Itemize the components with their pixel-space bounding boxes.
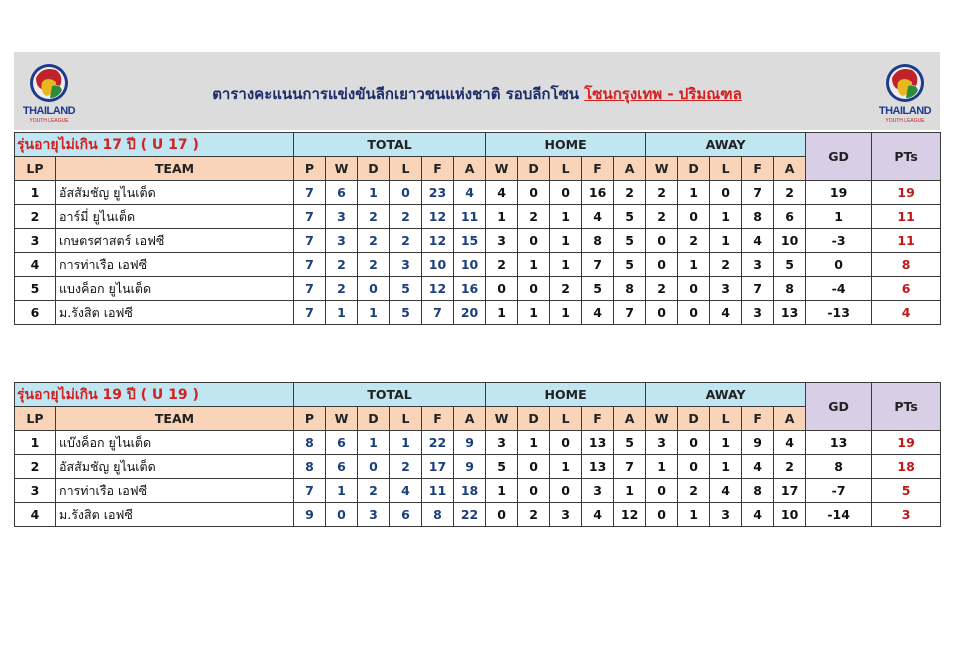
- home-col-header: L: [550, 407, 582, 431]
- home-col-header: F: [582, 407, 614, 431]
- total-stat-cell: 2: [358, 479, 390, 503]
- away-stat-cell: 1: [678, 503, 710, 527]
- away-stat-cell: 2: [678, 229, 710, 253]
- away-col-header: W: [646, 407, 678, 431]
- away-stat-cell: 4: [742, 229, 774, 253]
- total-stat-cell: 2: [326, 253, 358, 277]
- position-cell: 1: [15, 431, 56, 455]
- total-stat-cell: 7: [294, 181, 326, 205]
- total-stat-cell: 10: [454, 253, 486, 277]
- total-stat-cell: 1: [326, 301, 358, 325]
- table-row: [15, 479, 941, 503]
- total-stat-cell: 6: [390, 503, 422, 527]
- position-cell: 3: [15, 479, 56, 503]
- total-stat-cell: 1: [358, 301, 390, 325]
- total-header: TOTAL: [294, 133, 486, 157]
- away-stat-cell: 2: [646, 277, 678, 301]
- gd-header: GD: [806, 383, 872, 431]
- home-stat-cell: 3: [550, 503, 582, 527]
- away-stat-cell: 3: [742, 253, 774, 277]
- position-header: LP: [15, 407, 56, 431]
- title-zone: โซนกรุงเทพ - ปริมณฑล: [584, 85, 742, 103]
- away-stat-cell: 2: [646, 181, 678, 205]
- page-header: [14, 52, 940, 130]
- away-stat-cell: 1: [710, 205, 742, 229]
- away-col-header: D: [678, 157, 710, 181]
- position-cell: 2: [15, 455, 56, 479]
- total-col-header: A: [454, 407, 486, 431]
- home-col-header: L: [550, 157, 582, 181]
- away-stat-cell: 9: [742, 431, 774, 455]
- total-stat-cell: 0: [390, 181, 422, 205]
- home-stat-cell: 3: [582, 479, 614, 503]
- total-stat-cell: 6: [326, 431, 358, 455]
- logo-text: THAILAND: [22, 105, 76, 117]
- home-stat-cell: 4: [486, 181, 518, 205]
- home-stat-cell: 4: [582, 301, 614, 325]
- team-name-cell: ม.รังสิต เอฟซี: [56, 301, 294, 325]
- home-stat-cell: 12: [614, 503, 646, 527]
- total-stat-cell: 9: [294, 503, 326, 527]
- total-stat-cell: 7: [422, 301, 454, 325]
- away-stat-cell: 10: [774, 229, 806, 253]
- total-header: TOTAL: [294, 383, 486, 407]
- away-stat-cell: 0: [646, 253, 678, 277]
- total-stat-cell: 9: [454, 431, 486, 455]
- goal-difference-cell: -3: [806, 229, 872, 253]
- away-stat-cell: 8: [774, 277, 806, 301]
- away-stat-cell: 3: [742, 301, 774, 325]
- away-stat-cell: 0: [678, 431, 710, 455]
- away-stat-cell: 7: [742, 181, 774, 205]
- total-stat-cell: 16: [454, 277, 486, 301]
- gd-header: GD: [806, 133, 872, 181]
- total-stat-cell: 2: [326, 277, 358, 301]
- away-stat-cell: 2: [646, 205, 678, 229]
- home-stat-cell: 3: [486, 431, 518, 455]
- total-stat-cell: 11: [454, 205, 486, 229]
- team-name-cell: การท่าเรือ เอฟซี: [56, 253, 294, 277]
- total-stat-cell: 12: [422, 229, 454, 253]
- away-stat-cell: 0: [646, 301, 678, 325]
- goal-difference-cell: -4: [806, 277, 872, 301]
- away-stat-cell: 2: [774, 181, 806, 205]
- group-header-row: [15, 383, 941, 407]
- position-cell: 2: [15, 205, 56, 229]
- goal-difference-cell: 13: [806, 431, 872, 455]
- total-stat-cell: 22: [422, 431, 454, 455]
- home-col-header: D: [518, 407, 550, 431]
- away-stat-cell: 5: [774, 253, 806, 277]
- team-header: TEAM: [56, 157, 294, 181]
- home-stat-cell: 0: [518, 229, 550, 253]
- points-header: PTs: [872, 133, 941, 181]
- total-stat-cell: 22: [454, 503, 486, 527]
- home-stat-cell: 1: [518, 253, 550, 277]
- away-col-header: A: [774, 407, 806, 431]
- total-col-header: W: [326, 407, 358, 431]
- total-stat-cell: 2: [390, 205, 422, 229]
- logo-subtext: YOUTH LEAGUE: [29, 118, 69, 124]
- home-stat-cell: 5: [614, 431, 646, 455]
- total-stat-cell: 7: [294, 277, 326, 301]
- away-stat-cell: 0: [678, 455, 710, 479]
- away-stat-cell: 7: [742, 277, 774, 301]
- away-stat-cell: 4: [710, 301, 742, 325]
- away-stat-cell: 6: [774, 205, 806, 229]
- home-stat-cell: 5: [614, 205, 646, 229]
- total-stat-cell: 17: [422, 455, 454, 479]
- total-stat-cell: 1: [326, 479, 358, 503]
- home-stat-cell: 5: [582, 277, 614, 301]
- total-stat-cell: 7: [294, 253, 326, 277]
- standings-table-u17: [14, 132, 941, 325]
- total-stat-cell: 0: [326, 503, 358, 527]
- points-cell: 6: [872, 277, 941, 301]
- home-stat-cell: 1: [518, 431, 550, 455]
- total-stat-cell: 10: [422, 253, 454, 277]
- total-stat-cell: 8: [422, 503, 454, 527]
- home-stat-cell: 0: [518, 277, 550, 301]
- home-header: HOME: [486, 383, 646, 407]
- total-stat-cell: 2: [390, 229, 422, 253]
- points-cell: 19: [872, 431, 941, 455]
- home-stat-cell: 1: [550, 229, 582, 253]
- total-col-header: W: [326, 157, 358, 181]
- points-cell: 5: [872, 479, 941, 503]
- logo-text: THAILAND: [878, 105, 932, 117]
- home-stat-cell: 1: [550, 253, 582, 277]
- away-stat-cell: 3: [646, 431, 678, 455]
- home-stat-cell: 1: [486, 205, 518, 229]
- total-col-header: P: [294, 407, 326, 431]
- total-stat-cell: 4: [390, 479, 422, 503]
- total-stat-cell: 6: [326, 181, 358, 205]
- away-stat-cell: 4: [774, 431, 806, 455]
- total-stat-cell: 12: [422, 205, 454, 229]
- points-cell: 8: [872, 253, 941, 277]
- home-stat-cell: 2: [614, 181, 646, 205]
- position-cell: 1: [15, 181, 56, 205]
- home-stat-cell: 5: [614, 229, 646, 253]
- table-row: [15, 431, 941, 455]
- total-col-header: L: [390, 157, 422, 181]
- total-col-header: A: [454, 157, 486, 181]
- table-row: [15, 229, 941, 253]
- home-col-header: A: [614, 157, 646, 181]
- position-cell: 4: [15, 253, 56, 277]
- home-stat-cell: 0: [550, 479, 582, 503]
- total-stat-cell: 0: [358, 455, 390, 479]
- points-cell: 4: [872, 301, 941, 325]
- home-stat-cell: 0: [486, 277, 518, 301]
- home-col-header: F: [582, 157, 614, 181]
- home-col-header: A: [614, 407, 646, 431]
- home-col-header: W: [486, 157, 518, 181]
- goal-difference-cell: 0: [806, 253, 872, 277]
- away-stat-cell: 17: [774, 479, 806, 503]
- home-col-header: D: [518, 157, 550, 181]
- away-stat-cell: 10: [774, 503, 806, 527]
- away-stat-cell: 1: [710, 455, 742, 479]
- away-stat-cell: 2: [678, 479, 710, 503]
- home-stat-cell: 0: [486, 503, 518, 527]
- total-stat-cell: 7: [294, 301, 326, 325]
- total-stat-cell: 23: [422, 181, 454, 205]
- team-name-cell: อัสสัมชัญ ยูไนเต็ด: [56, 455, 294, 479]
- goal-difference-cell: -13: [806, 301, 872, 325]
- away-col-header: L: [710, 157, 742, 181]
- position-cell: 6: [15, 301, 56, 325]
- total-stat-cell: 3: [358, 503, 390, 527]
- total-stat-cell: 20: [454, 301, 486, 325]
- away-col-header: D: [678, 407, 710, 431]
- away-header: AWAY: [646, 133, 806, 157]
- total-stat-cell: 5: [390, 277, 422, 301]
- away-stat-cell: 0: [646, 479, 678, 503]
- home-stat-cell: 7: [614, 301, 646, 325]
- table-row: [15, 503, 941, 527]
- total-stat-cell: 3: [326, 229, 358, 253]
- table-row: [15, 455, 941, 479]
- column-header-row: [15, 407, 941, 431]
- age-group-label: รุ่นอายุไม่เกิน 17 ปี ( U 17 ): [15, 133, 294, 157]
- away-stat-cell: 0: [646, 229, 678, 253]
- home-header: HOME: [486, 133, 646, 157]
- away-stat-cell: 0: [646, 503, 678, 527]
- points-cell: 19: [872, 181, 941, 205]
- thailand-youth-league-logo: [16, 56, 82, 126]
- home-stat-cell: 7: [614, 455, 646, 479]
- table-row: [15, 277, 941, 301]
- total-col-header: D: [358, 157, 390, 181]
- home-stat-cell: 2: [486, 253, 518, 277]
- total-col-header: F: [422, 157, 454, 181]
- goal-difference-cell: -7: [806, 479, 872, 503]
- away-col-header: F: [742, 157, 774, 181]
- total-stat-cell: 8: [294, 431, 326, 455]
- home-stat-cell: 3: [486, 229, 518, 253]
- team-name-cell: การท่าเรือ เอฟซี: [56, 479, 294, 503]
- home-stat-cell: 2: [550, 277, 582, 301]
- home-stat-cell: 13: [582, 455, 614, 479]
- total-stat-cell: 5: [390, 301, 422, 325]
- total-stat-cell: 2: [390, 455, 422, 479]
- total-stat-cell: 1: [358, 181, 390, 205]
- group-header-row: [15, 133, 941, 157]
- away-stat-cell: 1: [710, 229, 742, 253]
- away-stat-cell: 0: [678, 277, 710, 301]
- home-stat-cell: 0: [518, 455, 550, 479]
- total-stat-cell: 6: [326, 455, 358, 479]
- position-cell: 5: [15, 277, 56, 301]
- away-stat-cell: 13: [774, 301, 806, 325]
- points-cell: 11: [872, 229, 941, 253]
- away-col-header: L: [710, 407, 742, 431]
- points-cell: 18: [872, 455, 941, 479]
- goal-difference-cell: -14: [806, 503, 872, 527]
- home-stat-cell: 1: [550, 205, 582, 229]
- total-stat-cell: 1: [358, 431, 390, 455]
- table-row: [15, 205, 941, 229]
- away-stat-cell: 0: [678, 205, 710, 229]
- table-row: [15, 253, 941, 277]
- home-stat-cell: 1: [550, 455, 582, 479]
- away-stat-cell: 1: [678, 181, 710, 205]
- total-stat-cell: 2: [358, 229, 390, 253]
- team-name-cell: แบงค็อก ยูไนเต็ด: [56, 277, 294, 301]
- total-col-header: L: [390, 407, 422, 431]
- total-col-header: P: [294, 157, 326, 181]
- home-stat-cell: 1: [486, 479, 518, 503]
- total-stat-cell: 12: [422, 277, 454, 301]
- position-cell: 4: [15, 503, 56, 527]
- points-cell: 11: [872, 205, 941, 229]
- page-title: [94, 82, 860, 106]
- goal-difference-cell: 1: [806, 205, 872, 229]
- total-stat-cell: 4: [454, 181, 486, 205]
- logo-subtext: YOUTH LEAGUE: [885, 118, 925, 124]
- home-stat-cell: 1: [550, 301, 582, 325]
- team-name-cell: อัสสัมชัญ ยูไนเต็ด: [56, 181, 294, 205]
- table-row: [15, 181, 941, 205]
- team-name-cell: แบ๊งค็อก ยูไนเต็ด: [56, 431, 294, 455]
- home-stat-cell: 0: [550, 431, 582, 455]
- away-col-header: W: [646, 157, 678, 181]
- home-stat-cell: 0: [518, 479, 550, 503]
- age-group-label: รุ่นอายุไม่เกิน 19 ปี ( U 19 ): [15, 383, 294, 407]
- away-stat-cell: 1: [678, 253, 710, 277]
- team-name-cell: เกษตรศาสตร์ เอฟซี: [56, 229, 294, 253]
- home-stat-cell: 0: [550, 181, 582, 205]
- away-stat-cell: 3: [710, 503, 742, 527]
- total-stat-cell: 0: [358, 277, 390, 301]
- total-stat-cell: 18: [454, 479, 486, 503]
- away-stat-cell: 8: [742, 205, 774, 229]
- away-stat-cell: 4: [710, 479, 742, 503]
- points-header: PTs: [872, 383, 941, 431]
- total-stat-cell: 7: [294, 229, 326, 253]
- column-header-row: [15, 157, 941, 181]
- standings-table-u19: [14, 382, 941, 527]
- position-header: LP: [15, 157, 56, 181]
- team-name-cell: ม.รังสิต เอฟซี: [56, 503, 294, 527]
- home-stat-cell: 1: [614, 479, 646, 503]
- home-col-header: W: [486, 407, 518, 431]
- total-stat-cell: 3: [390, 253, 422, 277]
- total-stat-cell: 7: [294, 205, 326, 229]
- away-stat-cell: 1: [710, 431, 742, 455]
- total-stat-cell: 8: [294, 455, 326, 479]
- home-stat-cell: 4: [582, 205, 614, 229]
- goal-difference-cell: 8: [806, 455, 872, 479]
- home-stat-cell: 5: [614, 253, 646, 277]
- title-main: ตารางคะแนนการแข่งขันลีกเยาวชนแห่งชาติ รอบลีกโซน: [212, 85, 585, 103]
- away-col-header: A: [774, 157, 806, 181]
- table-row: [15, 301, 941, 325]
- total-stat-cell: 15: [454, 229, 486, 253]
- total-stat-cell: 2: [358, 253, 390, 277]
- home-stat-cell: 8: [614, 277, 646, 301]
- away-stat-cell: 0: [678, 301, 710, 325]
- total-col-header: F: [422, 407, 454, 431]
- away-stat-cell: 2: [774, 455, 806, 479]
- away-stat-cell: 1: [646, 455, 678, 479]
- total-stat-cell: 11: [422, 479, 454, 503]
- home-stat-cell: 16: [582, 181, 614, 205]
- home-stat-cell: 2: [518, 503, 550, 527]
- away-stat-cell: 3: [710, 277, 742, 301]
- total-stat-cell: 9: [454, 455, 486, 479]
- away-stat-cell: 4: [742, 503, 774, 527]
- home-stat-cell: 7: [582, 253, 614, 277]
- total-col-header: D: [358, 407, 390, 431]
- home-stat-cell: 2: [518, 205, 550, 229]
- home-stat-cell: 1: [518, 301, 550, 325]
- total-stat-cell: 3: [326, 205, 358, 229]
- thailand-youth-league-logo: [872, 56, 938, 126]
- total-stat-cell: 7: [294, 479, 326, 503]
- away-stat-cell: 8: [742, 479, 774, 503]
- away-stat-cell: 4: [742, 455, 774, 479]
- home-stat-cell: 4: [582, 503, 614, 527]
- home-stat-cell: 1: [486, 301, 518, 325]
- position-cell: 3: [15, 229, 56, 253]
- total-stat-cell: 2: [358, 205, 390, 229]
- home-stat-cell: 5: [486, 455, 518, 479]
- team-name-cell: อาร์มี่ ยูไนเต็ด: [56, 205, 294, 229]
- away-header: AWAY: [646, 383, 806, 407]
- home-stat-cell: 0: [518, 181, 550, 205]
- total-stat-cell: 1: [390, 431, 422, 455]
- home-stat-cell: 13: [582, 431, 614, 455]
- points-cell: 3: [872, 503, 941, 527]
- away-stat-cell: 0: [710, 181, 742, 205]
- away-col-header: F: [742, 407, 774, 431]
- home-stat-cell: 8: [582, 229, 614, 253]
- away-stat-cell: 2: [710, 253, 742, 277]
- team-header: TEAM: [56, 407, 294, 431]
- goal-difference-cell: 19: [806, 181, 872, 205]
